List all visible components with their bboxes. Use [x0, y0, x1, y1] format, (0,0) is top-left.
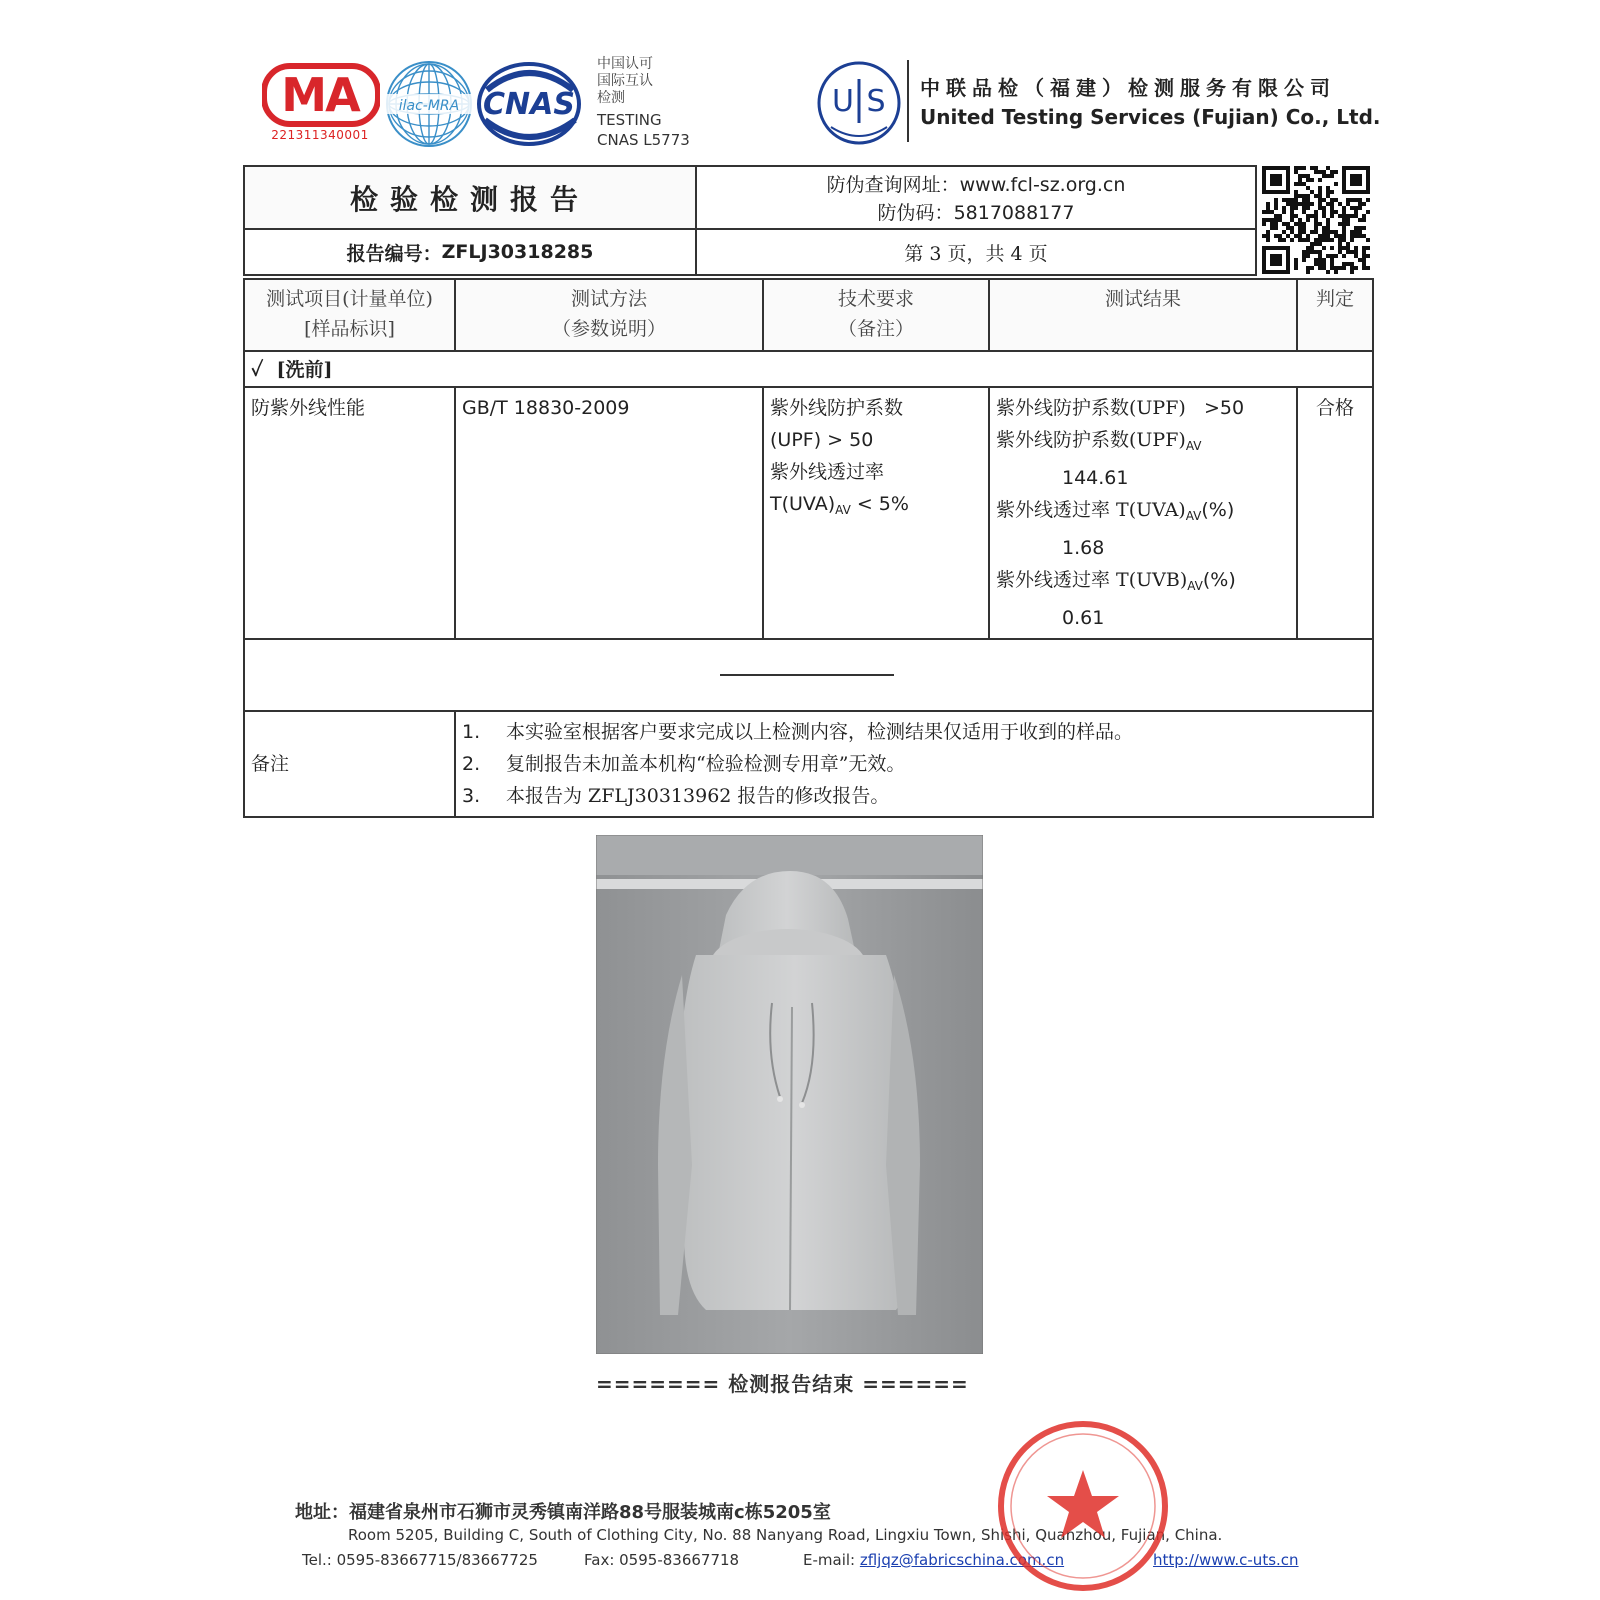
- verify-url[interactable]: www.fcl-sz.org.cn: [959, 174, 1126, 196]
- svg-text:CNAS: CNAS: [483, 87, 575, 122]
- cnas-cn-lines: [597, 56, 707, 107]
- anti-fake-code: 5817088177: [953, 202, 1075, 224]
- company-name-cn: 中联品检（福建）检测服务有限公司: [920, 76, 1336, 100]
- email-link[interactable]: zfljqz@fabricschina.com.cn: [859, 1551, 1065, 1569]
- blank-cell: [244, 639, 1373, 711]
- test-method: GB/T 18830-2009: [455, 387, 763, 639]
- fax: Fax: 0595-83667718: [584, 1551, 740, 1569]
- svg-text:ilac-MRA: ilac-MRA: [398, 98, 460, 114]
- remarks-label: 备注: [244, 711, 455, 817]
- header-test-item: 测试项目(计量单位) [样品标识]: [244, 279, 455, 351]
- cnas-en-line: TESTING: [597, 111, 662, 129]
- inspection-seal: [995, 1418, 1171, 1594]
- svg-text:S: S: [866, 84, 886, 119]
- table-header-row: [244, 279, 1373, 351]
- header-separator: [907, 60, 909, 142]
- list-item: 1. 本实验室根据客户要求完成以上检测内容，检测结果仅适用于收到的样品。: [462, 721, 1134, 743]
- address-cn: 地址：福建省泉州市石狮市灵秀镇南洋路88号服装城南c栋5205室: [295, 1502, 831, 1523]
- requirement: 紫外线防护系数 (UPF) > 50 紫外线透过率 $T(UVA)_{AV} < 5\%$: [763, 387, 989, 639]
- test-result: 紫外线防护系数(UPF) >50 紫外线防护系数$(UPF)_{AV}$ 144.61 紫外线透过率 $T(UVA)_{AV}(\%)$ 1.68 紫外线透过率 $T(UVB)_{AV}(\%)$ 0.61: [989, 387, 1297, 639]
- cnas-logo: [473, 60, 583, 148]
- remarks-list: [455, 711, 1373, 817]
- svg-text:U: U: [832, 84, 854, 119]
- end-of-results-line: [720, 674, 894, 676]
- report-number-value: ZFLJ30318285: [441, 241, 594, 263]
- verification-info: [695, 165, 1257, 230]
- cma-letters: MA: [281, 68, 359, 122]
- results-table: [243, 278, 1374, 818]
- blank-row: [244, 639, 1373, 711]
- end-of-report: ======= 检测报告结束 ======: [596, 1372, 969, 1396]
- ilac-mra-logo: [385, 58, 473, 150]
- list-item: 3. 本报告为 ZFLJ30313962 报告的修改报告。: [462, 785, 890, 807]
- cma-code: 221311340001: [271, 128, 369, 142]
- test-item: 防紫外线性能: [244, 387, 455, 639]
- list-item: 2. 复制报告未加盖本机构“检验检测专用章”无效。: [462, 753, 906, 775]
- address-en: Room 5205, Building C, South of Clothing City, No. 88 Nanyang Road, Lingxiu Town, Shishi, Quanzhou, Fujian, China.: [348, 1526, 1223, 1544]
- header-requirement: 技术要求 （备注）: [763, 279, 989, 351]
- uts-logo: [813, 57, 905, 149]
- report-number: [243, 228, 697, 276]
- cnas-cn-line: 国际互认: [597, 73, 653, 89]
- section-label: [洗前]: [276, 359, 333, 381]
- cnas-cn-line: 检测: [597, 90, 625, 106]
- sample-photo: [596, 835, 983, 1354]
- telephone: Tel.: 0595-83667715/83667725: [302, 1551, 538, 1569]
- verify-url-label: 防伪查询网址：: [826, 174, 960, 196]
- report-number-label: 报告编号：: [346, 242, 442, 265]
- cnas-en-lines: [597, 110, 737, 150]
- section-row: [244, 351, 1373, 387]
- cnas-cn-line: 中国认可: [597, 56, 653, 72]
- anti-fake-label: 防伪码：: [877, 202, 954, 224]
- header-result: 测试结果: [989, 279, 1297, 351]
- remarks-row: [244, 711, 1373, 817]
- check-icon: ✓: [251, 359, 264, 381]
- report-title: 检验检测报告: [243, 165, 697, 230]
- qr-code: [1262, 166, 1370, 274]
- header-verdict: 判定: [1297, 279, 1373, 351]
- verdict: 合格: [1297, 387, 1373, 639]
- page-info: 第 3 页，共 4 页: [695, 228, 1257, 276]
- company-name-en: United Testing Services (Fujian) Co., Ltd.: [920, 105, 1381, 129]
- cnas-en-line: CNAS L5773: [597, 131, 690, 149]
- table-row: [244, 387, 1373, 639]
- email-label: E-mail:: [803, 1551, 860, 1569]
- section-before-wash: [244, 351, 1373, 387]
- header-test-method: 测试方法 （参数说明）: [455, 279, 763, 351]
- website-link[interactable]: http://www.c-uts.cn: [1153, 1551, 1299, 1569]
